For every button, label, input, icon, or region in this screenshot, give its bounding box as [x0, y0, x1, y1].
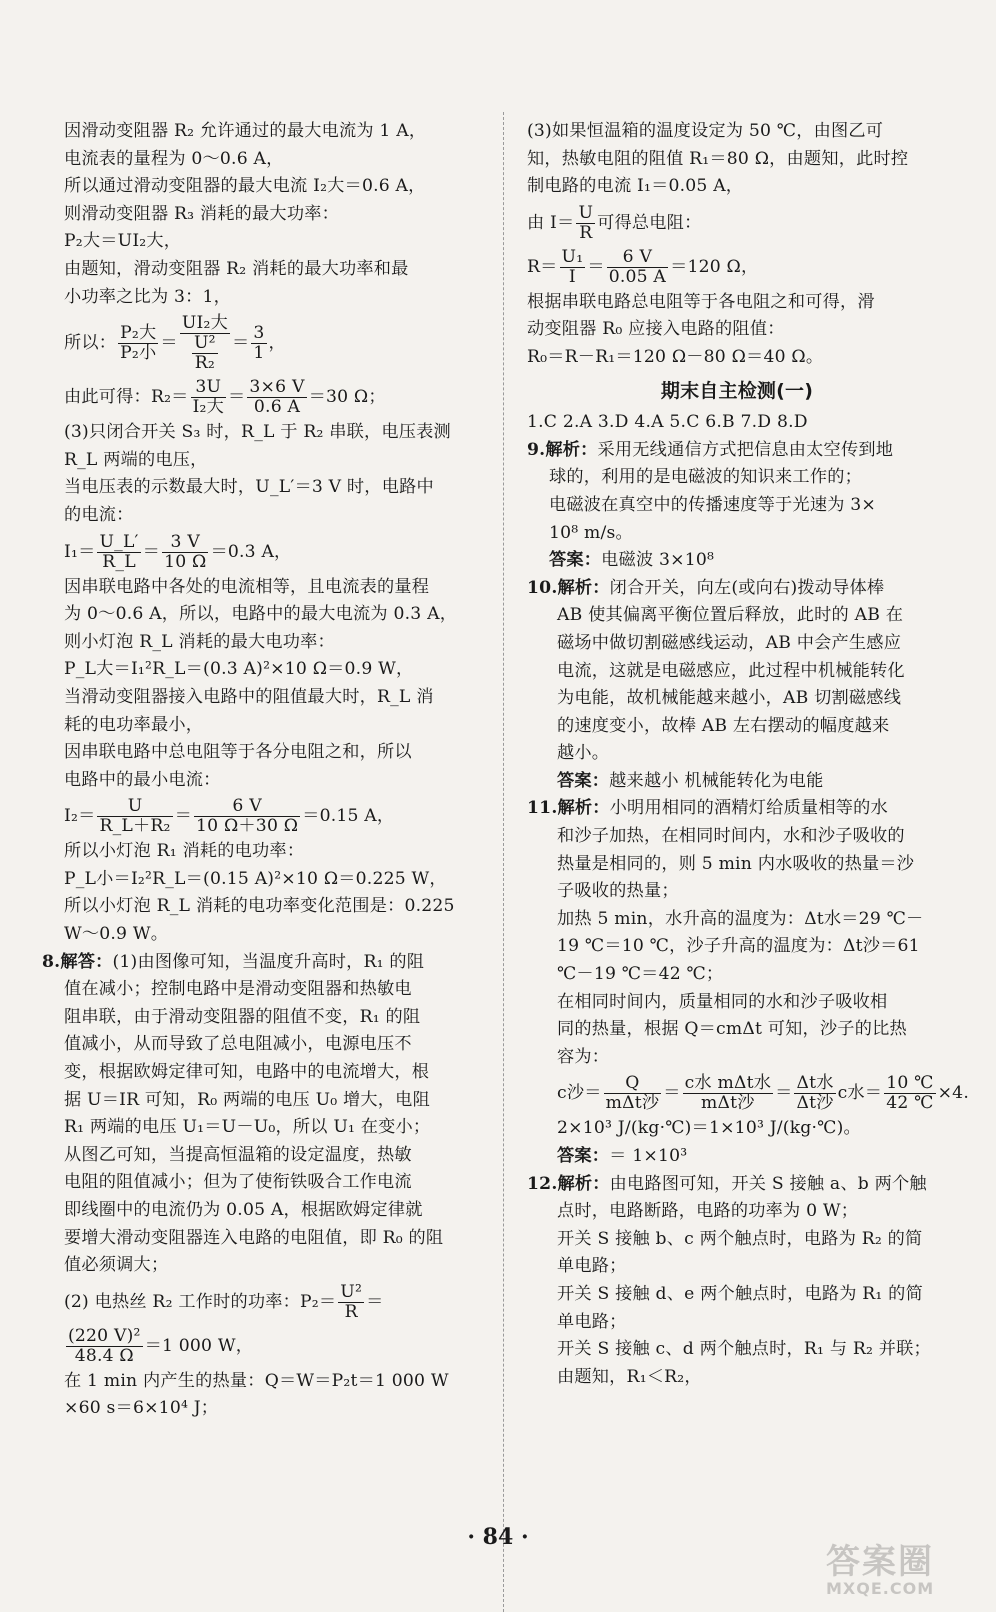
denominator: Δt沙	[796, 1093, 834, 1114]
numerator: U	[578, 202, 594, 223]
formula-i2	[64, 794, 482, 838]
text-line: P_L大＝I₁²R_L＝(0.3 A)²×10 Ω＝0.9 W，	[64, 659, 414, 680]
left-column	[42, 118, 482, 1423]
text-line: W～0.9 W。	[64, 924, 169, 945]
answer-line	[527, 1143, 947, 1171]
text-line: 同的热量，根据 Q＝cmΔt 可知，沙子的比热	[557, 1019, 907, 1040]
text-line: 当滑动变阻器接入电路中的阻值最大时，R_L 消	[64, 686, 434, 707]
analysis-label: 9.解析：	[527, 439, 598, 460]
denominator: R	[344, 1301, 358, 1322]
formula-r2	[64, 375, 482, 419]
denominator: 1	[253, 343, 265, 364]
formula-prefix: I₂＝	[64, 806, 96, 827]
answer-label: 答案：	[557, 770, 610, 791]
answer-value: 电磁波 3×10⁸	[601, 550, 715, 571]
watermark-url: MXQE.COM	[826, 1579, 935, 1598]
denominator: R_L	[102, 551, 136, 572]
text-line: 热量是相同的，则 5 min 内水吸收的热量＝沙	[557, 853, 915, 874]
text-line: 因串联电路中总电阻等于各分电阻之和，所以	[64, 742, 412, 763]
answer-label: 8.解答：	[42, 951, 113, 972]
punctuation: ，	[268, 333, 286, 354]
answer-label: 答案：	[549, 550, 602, 571]
text-line: 由电路图可知，开关 S 接触 a、b 两个触	[609, 1173, 927, 1194]
text-line: 所以小灯泡 R_L 消耗的电功率变化范围是：0.225	[64, 896, 455, 917]
text-line: 小功率之比为 3：1，	[64, 286, 232, 307]
numerator: U²	[194, 333, 216, 354]
text-line: (3)只闭合开关 S₃ 时，R_L 于 R₂ 串联，电压表测	[64, 422, 451, 443]
denominator: I₂大	[192, 397, 225, 418]
text-line: 根据串联电路总电阻等于各电阻之和可得，滑	[527, 291, 875, 312]
fraction	[97, 533, 140, 572]
fraction	[338, 1283, 364, 1322]
text-line: 电流，这就是电磁感应，此过程中机械能转化	[557, 660, 905, 681]
text-line: 19 ℃＝10 ℃，沙子升高的温度为：Δt沙＝61	[557, 936, 920, 957]
denominator: I	[568, 266, 576, 287]
text-line: P_L小＝I₂²R_L＝(0.15 A)²×10 Ω＝0.225 W，	[64, 868, 447, 889]
text-line: 即线圈中的电流仍为 0.05 A，根据欧姆定律就	[64, 1200, 423, 1220]
question-8-start	[42, 949, 482, 977]
text-line: 球的，利用的是电磁波的知识来工作的；	[549, 467, 862, 488]
text-line: 10⁸ m/s。	[549, 522, 633, 543]
text-line: R₁ 两端的电压 U₁＝U－U₀，所以 U₁ 在变小；	[64, 1117, 431, 1138]
text-line: 磁场中做切割磁感线运动，AB 中会产生感应	[557, 632, 902, 653]
text-line: 开关 S 接触 c、d 两个触点时，R₁ 与 R₂ 并联；	[557, 1339, 931, 1360]
text-line: 耗的电功率最小，	[64, 714, 204, 735]
fraction	[66, 1327, 143, 1366]
numerator: U_L′	[99, 531, 139, 552]
numerator: U	[97, 797, 172, 817]
answer-line	[527, 768, 947, 796]
formula-i1	[64, 530, 482, 574]
text-line: 为电能，故机械能越来越小，AB 切割磁感线	[557, 688, 902, 709]
formula-result: ＝1 000 W，	[144, 1335, 254, 1356]
denominator: 10 Ω＋30 Ω	[196, 816, 299, 837]
formula-factor: c水＝	[837, 1083, 883, 1104]
numerator: 3U	[191, 378, 226, 398]
answer-value: 越来越小 机械能转化为电能	[609, 770, 824, 791]
text-line: 因串联电路中各处的电流相等，且电流表的量程	[64, 576, 430, 597]
text-line: 则小灯泡 R_L 消耗的最大电功率：	[64, 631, 335, 652]
fraction	[576, 204, 595, 243]
numerator: UI₂大	[181, 313, 228, 334]
text-line: R₀＝R－R₁＝120 Ω－80 Ω＝40 Ω。	[527, 346, 824, 367]
formula-total-r	[527, 245, 947, 289]
denominator	[180, 334, 230, 373]
denominator: P₂小	[120, 343, 157, 364]
denominator: R₂	[194, 353, 215, 374]
text-line: 由题知，R₁＜R₂，	[557, 1366, 702, 1387]
equals-sign: ＝	[228, 387, 246, 408]
text-line: 所以小灯泡 R₁ 消耗的电功率：	[64, 841, 305, 862]
right-column	[527, 118, 969, 1391]
fraction	[191, 378, 226, 417]
text-line: 在 1 min 内产生的热量：Q＝W＝P₂t＝1 000 W	[64, 1370, 449, 1391]
text-line: 点时，电路断路，电路的功率为 0 W；	[557, 1201, 859, 1222]
formula-p2	[64, 1280, 482, 1324]
equals-sign: ＝	[142, 541, 161, 562]
question-9-start	[527, 437, 947, 465]
text-line: 的电流：	[64, 504, 134, 525]
answer-label: 答案：	[557, 1146, 610, 1166]
question-10-start	[527, 575, 947, 603]
numerator: Q	[604, 1074, 662, 1094]
formula-result: ＝120 Ω，	[670, 256, 759, 277]
formula-ohm	[527, 201, 947, 245]
text-line: 为 0～0.6 A，所以，电路中的最大电流为 0.3 A，	[64, 604, 458, 625]
formula-prefix: (2) 电热丝 R₂ 工作时的功率：P₂＝	[64, 1291, 337, 1312]
answer-value: ＝ 1×10³	[609, 1146, 688, 1166]
fraction	[683, 1074, 773, 1113]
text-line: 制电路的电流 I₁＝0.05 A，	[527, 176, 744, 197]
watermark-text: 答案圈	[826, 1542, 934, 1582]
formula-specific-heat	[527, 1071, 969, 1115]
formula-prefix: 由此可得：R₂＝	[64, 387, 189, 408]
denominator: 0.6 A	[253, 397, 301, 418]
numerator: U²	[340, 1281, 363, 1302]
section-title: 期末自主检测(一)	[660, 379, 814, 402]
denominator: 0.05 A	[608, 266, 667, 287]
denominator: 48.4 Ω	[74, 1345, 134, 1366]
text-line: 据 U＝IR 可知，R₀ 两端的电压 U₀ 增大，电阻	[64, 1089, 430, 1110]
equals-sign: ＝	[174, 806, 193, 827]
text-line: 加热 5 min，水升高的温度为：Δt水＝29 ℃－	[557, 908, 924, 929]
equals-sign: ＝	[663, 1083, 681, 1104]
formula-p2-value	[64, 1324, 482, 1368]
numerator: (220 V)²	[68, 1325, 141, 1346]
fraction	[247, 378, 306, 417]
formula-suffix: 可得总电阻：	[597, 212, 702, 233]
formula-result: ＝0.15 A，	[302, 806, 395, 827]
column-divider	[503, 112, 504, 1612]
text-line: (3)如果恒温箱的温度设定为 50 ℃，由图乙可	[527, 121, 884, 141]
denominator: mΔt沙	[701, 1093, 755, 1114]
text-line: 和沙子加热，在相同时间内，水和沙子吸收的	[557, 826, 905, 847]
text-line: 在相同时间内，质量相同的水和沙子吸收相	[557, 991, 888, 1012]
text-line: 电磁波在真空中的传播速度等于光速为 3×	[549, 494, 876, 515]
fraction	[604, 1074, 662, 1113]
text-line: 变，根据欧姆定律可知，电路中的电流增大，根	[64, 1062, 430, 1083]
formula-prefix: c沙＝	[557, 1083, 602, 1104]
fraction	[251, 324, 266, 363]
fraction	[97, 797, 172, 836]
text-line: R_L 两端的电压，	[64, 449, 208, 470]
formula-prefix: I₁＝	[64, 541, 96, 562]
answer-line	[527, 547, 947, 575]
text-line: (1)由图像可知，当温度升高时，R₁ 的阻	[112, 951, 425, 972]
numerator: P₂大	[120, 323, 157, 344]
numerator: 6 V	[194, 797, 300, 817]
text-line: 值在减小；控制电路中是滑动变阻器和热敏电	[64, 979, 412, 1000]
fraction	[560, 248, 586, 287]
formula-prefix: R＝	[527, 256, 558, 277]
numerator: U₁	[561, 246, 584, 267]
text-line: 要增大滑动变阻器连入电路的电阻值，即 R₀ 的阻	[64, 1227, 444, 1248]
equals-sign: ＝	[366, 1291, 384, 1312]
text-line: 小明用相同的酒精灯给质量相等的水	[609, 798, 888, 819]
text-line: 动变阻器 R₀ 应接入电路的阻值：	[527, 319, 785, 340]
analysis-label: 11.解析：	[527, 798, 610, 819]
equals-sign: ＝	[231, 333, 250, 354]
denominator: R	[579, 222, 593, 243]
fraction	[118, 324, 158, 363]
analysis-label: 10.解析：	[527, 577, 610, 598]
denominator: R_L＋R₂	[99, 816, 171, 837]
equals-sign: ＝	[587, 256, 605, 277]
numerator: 6 V	[607, 248, 668, 268]
text-line: 从图乙可知，当提高恒温箱的设定温度，热敏	[64, 1144, 412, 1165]
fraction	[162, 533, 208, 572]
numerator: Δt水	[796, 1073, 834, 1094]
numerator: c水 mΔt水	[684, 1073, 772, 1094]
text-line: ℃－19 ℃＝42 ℃；	[557, 964, 724, 985]
text-line: P₂大＝UI₂大，	[64, 231, 182, 252]
equals-sign: ＝	[775, 1083, 793, 1104]
formula-prefix: 由 I＝	[527, 212, 575, 233]
text-line: AB 使其偏离平衡位置后释放，此时的 AB 在	[557, 605, 904, 626]
numerator: 3	[253, 323, 265, 344]
text-line: 则滑动变阻器 R₃ 消耗的最大功率：	[64, 203, 339, 224]
text-line: 由题知，滑动变阻器 R₂ 消耗的最大功率和最	[64, 258, 409, 279]
text-line: 开关 S 接触 b、c 两个触点时，电路为 R₂ 的简	[557, 1228, 923, 1249]
text-line: 知，热敏电阻的阻值 R₁＝80 Ω，由题知，此时控	[527, 148, 909, 169]
text-line: 闭合开关，向左(或向右)拨动导体棒	[609, 577, 885, 598]
fraction	[794, 1074, 835, 1113]
denominator: mΔt沙	[605, 1093, 660, 1114]
text-line: 值减小，从而导致了总电阻减小，电源电压不	[64, 1034, 412, 1055]
text-line: 电流表的量程为 0～0.6 A，	[64, 148, 284, 169]
fraction	[180, 314, 230, 373]
text-line: ×60 s＝6×10⁴ J；	[64, 1398, 219, 1419]
text-line: 当电压表的示数最大时，U_L′＝3 V 时，电路中	[64, 477, 434, 498]
analysis-label: 12.解析：	[527, 1173, 610, 1194]
text-line: 越小。	[557, 743, 610, 764]
fraction	[194, 797, 300, 836]
page-number: · 84 ·	[467, 1524, 529, 1550]
formula-suffix: ×4.	[937, 1083, 969, 1104]
text-line: 的速度变小，故棒 AB 左右摆动的幅度越来	[557, 715, 890, 736]
text-line: 单电路；	[557, 1311, 627, 1332]
text-line: 开关 S 接触 d、e 两个触点时，电路为 R₁ 的简	[557, 1283, 923, 1304]
formula-prefix: 所以：	[64, 333, 117, 354]
text-line: 所以通过滑动变阻器的最大电流 I₂大＝0.6 A，	[64, 176, 426, 197]
fraction	[607, 248, 668, 287]
numerator: 3 V	[162, 533, 208, 553]
text-line: 电阻的阻值减小；但为了使衔铁吸合工作电流	[64, 1172, 412, 1193]
text-line: 2×10³ J/(kg·℃)＝1×10³ J/(kg·℃)。	[557, 1118, 861, 1139]
text-line: 值必须调大；	[64, 1255, 169, 1276]
text-line: 单电路；	[557, 1256, 627, 1277]
question-12-start	[527, 1171, 947, 1199]
denominator: 42 ℃	[886, 1093, 934, 1114]
watermark-logo	[826, 1534, 986, 1598]
fraction	[884, 1074, 935, 1113]
numerator: 10 ℃	[886, 1073, 934, 1094]
text-line: 因滑动变阻器 R₂ 允许通过的最大电流为 1 A，	[64, 121, 427, 141]
text-line: 采用无线通信方式把信息由太空传到地	[597, 439, 894, 460]
question-11-start	[527, 795, 947, 823]
numerator: 3×6 V	[249, 377, 305, 398]
text-line: 容为：	[557, 1046, 610, 1067]
text-line: 电路中的最小电流：	[64, 769, 221, 790]
formula-power-ratio	[64, 311, 482, 375]
formula-result: ＝0.3 A，	[210, 541, 292, 562]
nested-fraction	[192, 334, 218, 373]
formula-result: ＝30 Ω；	[308, 387, 386, 408]
multiple-choice-answers: 1.C 2.A 3.D 4.A 5.C 6.B 7.D 8.D	[527, 412, 808, 433]
equals-sign: ＝	[160, 333, 178, 354]
text-line: 子吸收的热量；	[557, 881, 679, 902]
denominator: 10 Ω	[164, 551, 207, 572]
text-line: 阻串联，由于滑动变阻器的阻值不变，R₁ 的阻	[64, 1006, 421, 1027]
